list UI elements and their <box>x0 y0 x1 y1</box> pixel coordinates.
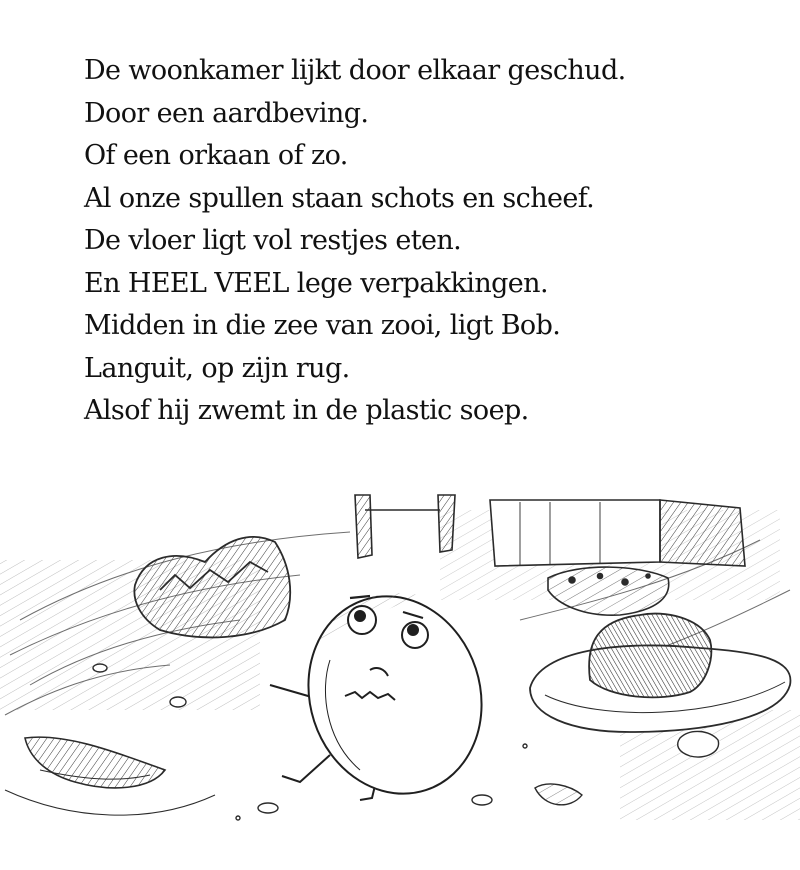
broken-eggshell <box>134 537 290 638</box>
story-line: Door een aardbeving. <box>84 97 369 129</box>
bob-body <box>283 574 506 817</box>
wrapper <box>5 737 215 815</box>
story-line: Of een orkaan of zo. <box>84 140 348 171</box>
story-line: De vloer ligt vol restjes eten. <box>84 225 462 256</box>
egg-character-bob <box>270 574 507 817</box>
box <box>490 500 745 566</box>
story-line: Alsof hij zwemt in de plastic soep. <box>84 395 529 426</box>
messy-room-illustration <box>0 470 800 870</box>
story-line: De woonkamer lijkt door elkaar geschud. <box>84 55 626 86</box>
story-line: Al onze spullen staan schots en scheef. <box>84 182 595 214</box>
cowboy-hat <box>530 614 790 732</box>
story-line: Midden in die zee van zooi, ligt Bob. <box>84 310 561 341</box>
chair-legs <box>355 495 455 558</box>
story-line: Languit, op zijn rug. <box>84 352 350 384</box>
story-line: En HEEL VEEL lege verpakkingen. <box>84 267 548 299</box>
bob-left-leg <box>282 755 330 782</box>
story-text <box>84 50 764 433</box>
